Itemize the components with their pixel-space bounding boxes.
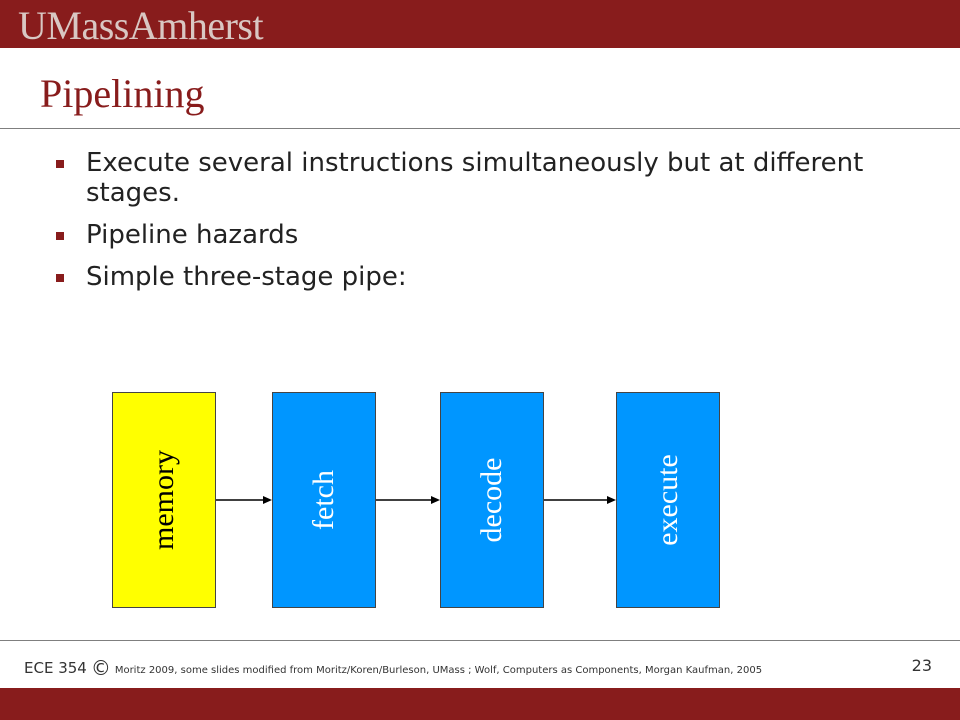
bullet-item (52, 220, 912, 250)
footer-bar (0, 688, 960, 720)
bullet-item (52, 148, 912, 208)
copyright-symbol: © (90, 656, 111, 680)
page-number: 23 (911, 656, 932, 675)
bullet-text: Execute several instructions simultaneously but at different stages. (86, 148, 864, 208)
decode-label: decode (475, 457, 508, 543)
square-bullet-icon (56, 274, 64, 282)
course-code: ECE 354 (24, 659, 87, 677)
slide-title: Pipelining (40, 71, 205, 116)
footer-divider (0, 640, 960, 641)
bullet-list (52, 148, 912, 304)
umass-logo: UMassAmherst (18, 3, 264, 48)
header-bar (0, 0, 960, 48)
credit-text: Moritz 2009, some slides modified from Moritz/Koren/Burleson, UMass ; Wolf, Computers as Components, Morgan Kaufman, 2005 (114, 665, 763, 676)
square-bullet-icon (56, 232, 64, 240)
execute-stage-box (616, 392, 720, 608)
footer-credits (24, 656, 762, 680)
bullet-item (52, 262, 912, 292)
bullet-text: Pipeline hazards (86, 220, 299, 250)
title-divider (0, 128, 960, 129)
memory-box (112, 392, 216, 608)
memory-label: memory (147, 450, 180, 550)
fetch-label: fetch (307, 470, 340, 530)
arrow-memory-to-fetch (216, 495, 272, 505)
bullet-text: Simple three-stage pipe: (86, 262, 407, 292)
arrow-fetch-to-decode (376, 495, 440, 505)
decode-stage-box (440, 392, 544, 608)
arrow-decode-to-execute (544, 495, 616, 505)
square-bullet-icon (56, 160, 64, 168)
execute-label: execute (651, 454, 684, 546)
fetch-stage-box (272, 392, 376, 608)
